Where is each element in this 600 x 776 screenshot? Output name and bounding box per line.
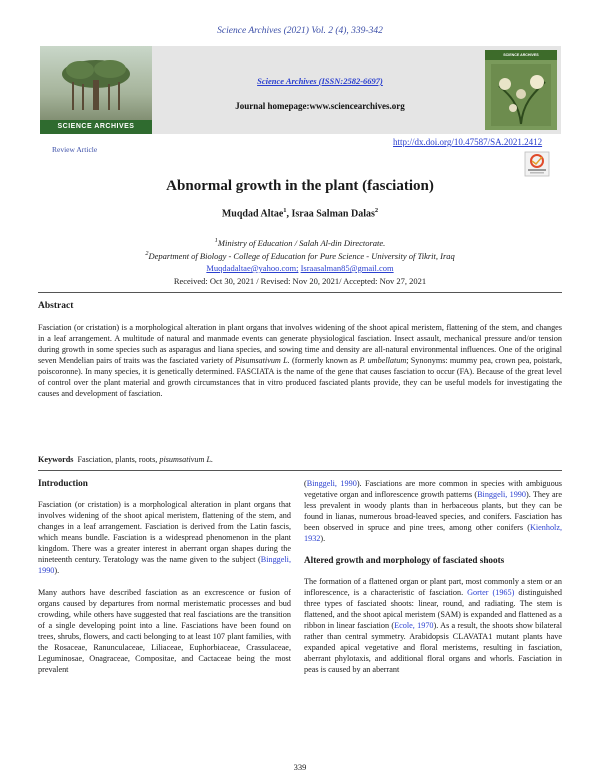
banyan-tree-icon [60,58,132,110]
journal-homepage: Journal homepage:www.sciencearchives.org [235,101,405,111]
abstract-heading: Abstract [38,301,74,311]
email-link[interactable]: Muqdadaltae@yahoo.com; [206,263,299,273]
section-heading-altered-growth: Altered growth and morphology of fasciated shoots [304,555,505,565]
citation-link[interactable]: Kienholz, 1932 [304,523,562,543]
article-dates: Received: Oct 30, 2021 / Revised: Nov 20, 2021/ Accepted: Nov 27, 2021 [173,276,427,286]
journal-cover-thumbnail [485,50,557,130]
paragraph: (Binggeli, 1990). Fasciations are more common in species with ambiguous vegetative organ and inflorescence growth patterns (Binggeli, 1990). They are less prevalent in woody plants than in herbaceous plants, but they can be found in lianas, numerous broad-leaved species, and conifers. Fasciation has been observed in spruce and pine trees, among other conifers (Kienholz, 1932). [304,479,562,543]
abstract-text: Fasciation (or cristation) is a morphological alteration in plant organs that involves widening of the shoot apical meristem, flattening of the stem, and changes in a leaf arrangement. A multitude of natural and manmade events can generate physiological fasciation. Insect assault, mechanical pressure and/or tension during growth in some species such as asparagus and liana species, and sowing time and density are all-natural environmental influences. One of the original seven Mendelian pairs of traits was the fasciated variety of Pisumsativum L. (formerly known as P. umbellatum; Synonyms: mummy pea, crown pea, poistark, poiscoronne). In many species, it is genetically determined. FASCIATA is the name of the gene that causes fasciation to occur (FA). Because of the great level of control over the plant material and growth circumstances that in vitro produced fasciated plants provide, they can be useful models for investigating the causes and development of fasciation. [38,323,563,398]
affiliation: $^2$Department of Biology - College of Education for Pure Science - University of Tikrit, Iraq [145,250,455,261]
author-superscript: 1 [283,207,287,214]
email-link[interactable]: Israasalman85@gmail.com [300,263,394,273]
citation-link[interactable]: Ecole, 1970 [394,621,434,630]
paragraph: The formation of a flattened organ or plant part, most commonly a stem or an inflorescence, is a characteristic of fasciation. Gorter (1965) distinguished three types of fasciated shoots: linear, round, and radiating. The stem is flattened, and the shoot apical meristem (SAM) is expanded and flattened as a ribbon in linear fasciation (Ecole, 1970). As a result, the shoots show bilateral rather than central symmetry. Arabidopsis CLAVATA1 mutant plants have expanded apical vegetative and floral meristems, resulting in fasciation, aberrant phylotaxis, and additional floral organs and whorls. Fasciation in peas is caused by an aberrant [304,577,562,674]
logo-label: SCIENCE ARCHIVES [40,120,152,134]
affiliation: $^1$Ministry of Education / Salah Al-din Directorate. [214,237,386,248]
journal-header-box [40,46,561,134]
journal-logo [40,46,152,134]
cover-title: SCIENCE ARCHIVES [485,50,557,60]
author-name: Muqdad Altae [221,208,284,220]
author-emails [0,263,600,273]
divider [38,292,562,293]
citation-link[interactable]: Binggeli, 1990 [477,490,526,499]
section-heading-introduction: Introduction [38,478,88,488]
citation-link[interactable]: Binggeli, 1990 [38,555,291,575]
keywords-label: Keywords [38,455,74,464]
paragraph: Fasciation (or cristation) is a morphological alteration in plant organs that involves widening of the shoot apical meristem, flattening of the stem, and changes in a leaf arrangement. Fasciation is derived from the Latin fascis, which means bundle. Fasciation is a widespread phenomenon in the plant kingdom. There was a greater interest in aberrant organ shapes during the nineteenth century. Teratology was the name given to the subject (Binggeli, 1990). [38,500,291,575]
article-type-label: Review Article [52,145,98,154]
author-name: Israa Salman Dalas [291,208,375,220]
check-for-updates-icon[interactable] [524,151,550,177]
paragraph: Many authors have described fasciation as an excrescence or fusion of organs caused by departures from normal meristematic processes and bud crowding, while others have suggested that real fasciations are the transition of a single developing point into a line. Fasciations have been found on trees, shrubs, flowers, and cacti belonging to at least 107 plant families, with the Rosaceae, Ranunculaceae, Liliaceae, Euphorbiaceae, Crassulaceae, Leguminosae, Onagraceae, Compositae, and Cactaceae being the most prevalent [38,588,291,674]
plant-cover-icon [491,64,551,126]
right-column [304,478,562,686]
running-head: Science Archives (2021) Vol. 2 (4), 339-342 [217,26,383,36]
journal-issn-link[interactable]: Science Archives (ISSN:2582-6697) [257,76,383,86]
author-superscript: 2 [374,207,379,214]
citation-link[interactable]: Gorter (1965) [467,588,515,597]
keywords: Keywords Fasciation, plants, roots, pisumsativum L. [38,455,214,464]
citation-link[interactable]: Binggeli, 1990 [306,479,357,488]
paper-title: Abnormal growth in the plant (fasciation) [166,178,434,194]
page-number: 339 [293,762,307,772]
left-column [38,478,291,686]
doi-link[interactable]: http://dx.doi.org/10.47587/SA.2021.2412 [393,137,543,147]
author-list: Muqdad Altae$^1$, Israa Salman Dalas$^2$ [221,207,379,220]
divider [38,470,562,471]
